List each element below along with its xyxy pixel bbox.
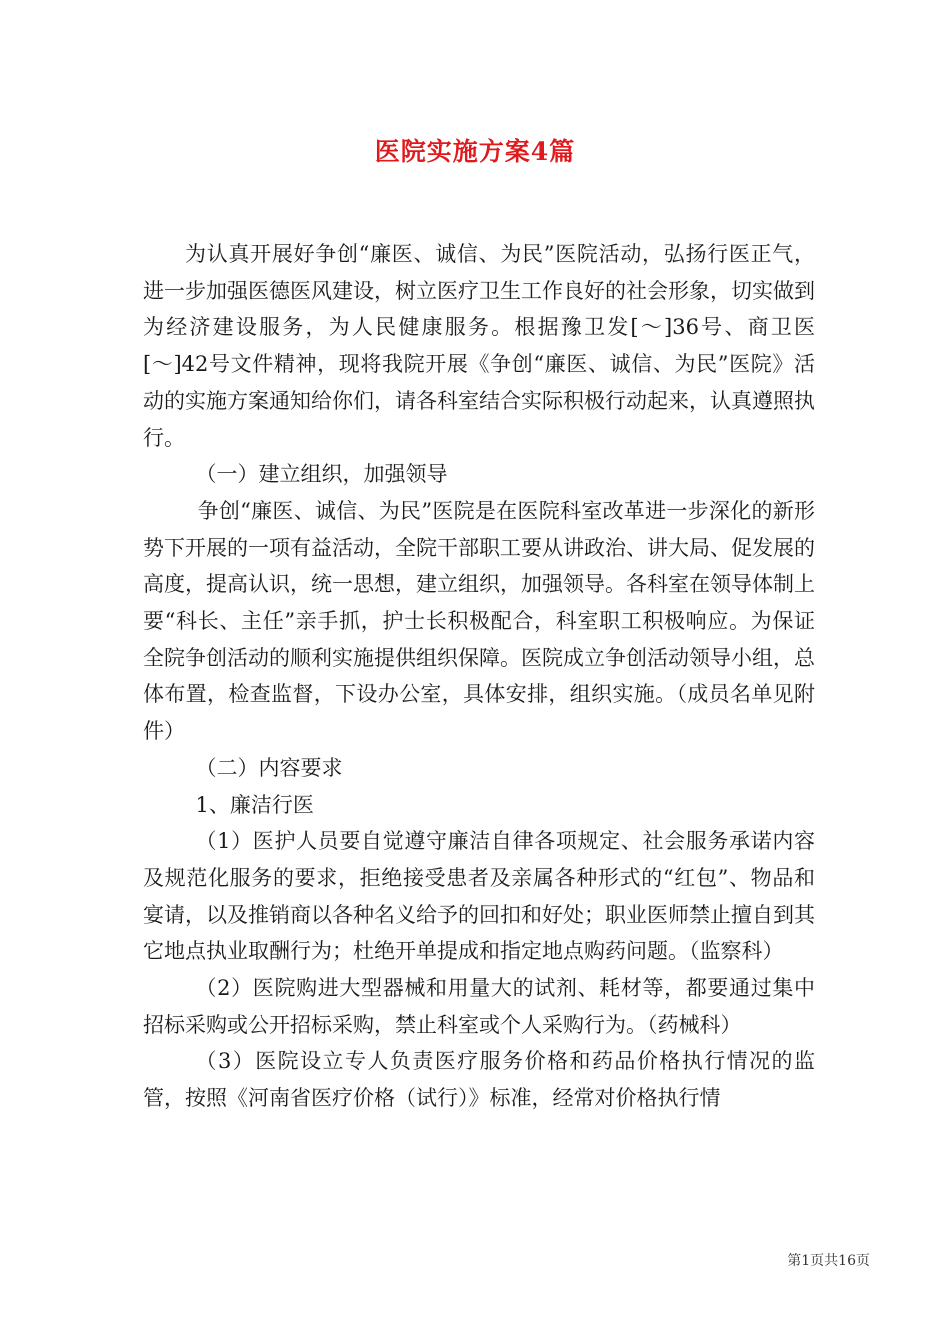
item-paragraph-3: （3）医院设立专人负责医疗服务价格和药品价格执行情况的监管，按照《河南省医疗价格（试行）》标准，经常对价格执行情 xyxy=(143,1049,815,1111)
page-number-footer: 第1页共16页 xyxy=(787,1253,870,1269)
item-paragraph-1: （1）医护人员要自觉遵守廉洁自律各项规定、社会服务承诺内容及规范化服务的要求，拒绝接受患者及亲属各种形式的“红包”、物品和宴请，以及推销商以各种名义给予的回扣和好处；职业医师禁止擅自到其它地点执业取酬行为；杜绝开单提成和指定地点购药问题。（监察科） xyxy=(143,829,815,964)
intro-paragraph: 为认真开展好争创“廉医、诚信、为民”医院活动，弘扬行医正气，进一步加强医德医风建设，树立医疗卫生工作良好的社会形象，切实做到为经济建设服务，为人民健康服务。根据豫卫发[～]36号、商卫医[～]42号文件精神，现将我院开展《争创“廉医、诚信、为民”医院》活动的实施方案通知给你们，请各科室结合实际积极行动起来，认真遵照执行。 xyxy=(143,242,815,450)
document-title: 医院实施方案4篇 xyxy=(374,137,576,166)
section-heading-2: （二）内容要求 xyxy=(195,755,343,780)
subsection-heading-1: 1、廉洁行医 xyxy=(195,792,314,817)
organization-paragraph: 争创“廉医、诚信、为民”医院是在医院科室改革进一步深化的新形势下开展的一项有益活动，全院干部职工要从讲政治、讲大局、促发展的高度，提高认识，统一思想，建立组织，加强领导。各科室在领导体制上要“科长、主任”亲手抓，护士长积极配合，科室职工积极响应。为保证全院争创活动的顺利实施提供组织保障。医院成立争创活动领导小组，总体布置，检查监督，下设办公室，具体安排，组织实施。（成员名单见附件） xyxy=(143,498,815,744)
document-body xyxy=(143,236,815,1117)
section-heading-1: （一）建立组织，加强领导 xyxy=(195,462,448,487)
item-paragraph-2: （2）医院购进大型器械和用量大的试剂、耗材等，都要通过集中招标采购或公开招标采购，禁止科室或个人采购行为。（药械科） xyxy=(143,976,815,1037)
